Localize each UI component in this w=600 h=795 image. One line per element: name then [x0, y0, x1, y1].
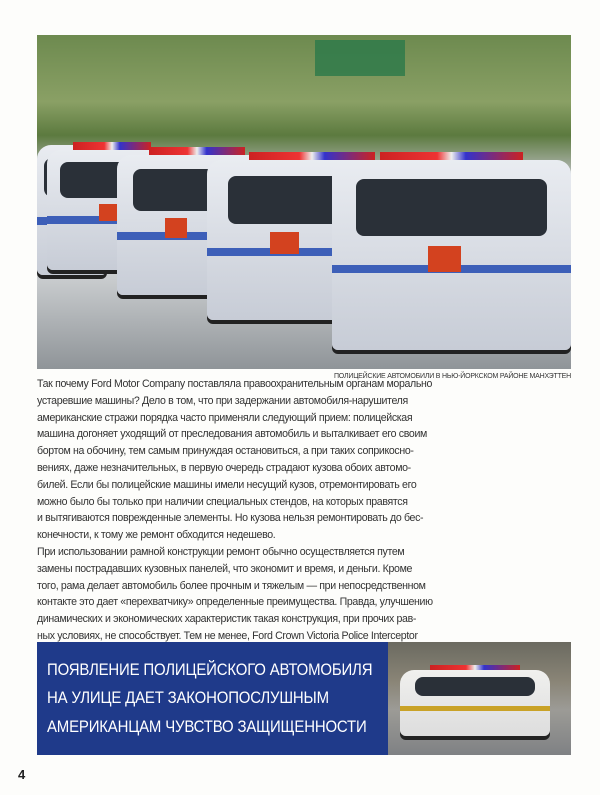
pull-quote-banner — [37, 642, 388, 755]
road-sign — [315, 40, 405, 76]
police-car — [400, 670, 550, 736]
text-line: замены пострадавших кузовных панелей, что экономит и время, и деньги. Кроме — [37, 562, 413, 575]
text-line: американские стражи порядка часто применяли следующий прием: полицейская — [37, 411, 413, 424]
text-line: конечности, к тому же ремонт обходится недешево. — [37, 529, 276, 542]
pull-quote-line: НА УЛИЦЕ ДАЕТ ЗАКОНОПОСЛУШНЫМ — [47, 688, 329, 707]
text-line: машина догоняет уходящий от преследования автомобиль и выталкивает его своим — [37, 428, 427, 441]
text-line: динамических и экономических характеристик такая конструкция, при прочих рав- — [37, 613, 417, 626]
text-line: того, рама делает автомобиль более прочным и тяжелым — при непосредственном — [37, 579, 426, 592]
police-car — [332, 160, 571, 350]
photo-caption: ПОЛИЦЕЙСКИЕ АВТОМОБИЛИ В НЬЮ-ЙОРКСКОМ РАЙОНЕ МАНХЭТТЕН — [333, 373, 571, 380]
text-line: Так почему Ford Motor Company поставляла правоохранительным органам морально — [37, 378, 433, 390]
text-line: можно было бы только при наличии специальных стендов, на которых правятся — [37, 495, 408, 508]
article-body — [37, 376, 433, 645]
text-line: устаревшие машины? Дело в том, что при задержании автомобиля-нарушителя — [37, 394, 408, 407]
text-line: вениях, даже незначительных, в первую очередь страдают кузова обоих автомо- — [37, 461, 411, 474]
text-line: билей. Если бы полицейские машины имели несущий кузов, отремонтировать его — [37, 478, 417, 491]
text-line: контакте это дает «перехватчику» определенные преимущества. Правда, улучшению — [37, 596, 433, 609]
police-car-street-photo — [388, 642, 571, 755]
pull-quote-line: АМЕРИКАНЦАМ ЧУВСТВО ЗАЩИЩЕННОСТИ — [47, 717, 367, 736]
police-cars-photo — [37, 35, 571, 369]
text-line: и вытягиваются поврежденные элементы. Но кузова нельзя ремонтировать до бес- — [37, 512, 424, 525]
text-line: бортом на обочину, тем самым принуждая остановиться, а при таких соприкосно- — [37, 445, 414, 458]
page-number: 4 — [18, 767, 26, 782]
text-line: При использовании рамной конструкции ремонт обычно осуществляется путем — [37, 545, 405, 558]
text-line: ных условиях, не способствует. Тем не менее, Ford Crown Victoria Police Interceptor — [37, 629, 418, 642]
pull-quote-line: ПОЯВЛЕНИЕ ПОЛИЦЕЙСКОГО АВТОМОБИЛЯ — [47, 660, 373, 679]
